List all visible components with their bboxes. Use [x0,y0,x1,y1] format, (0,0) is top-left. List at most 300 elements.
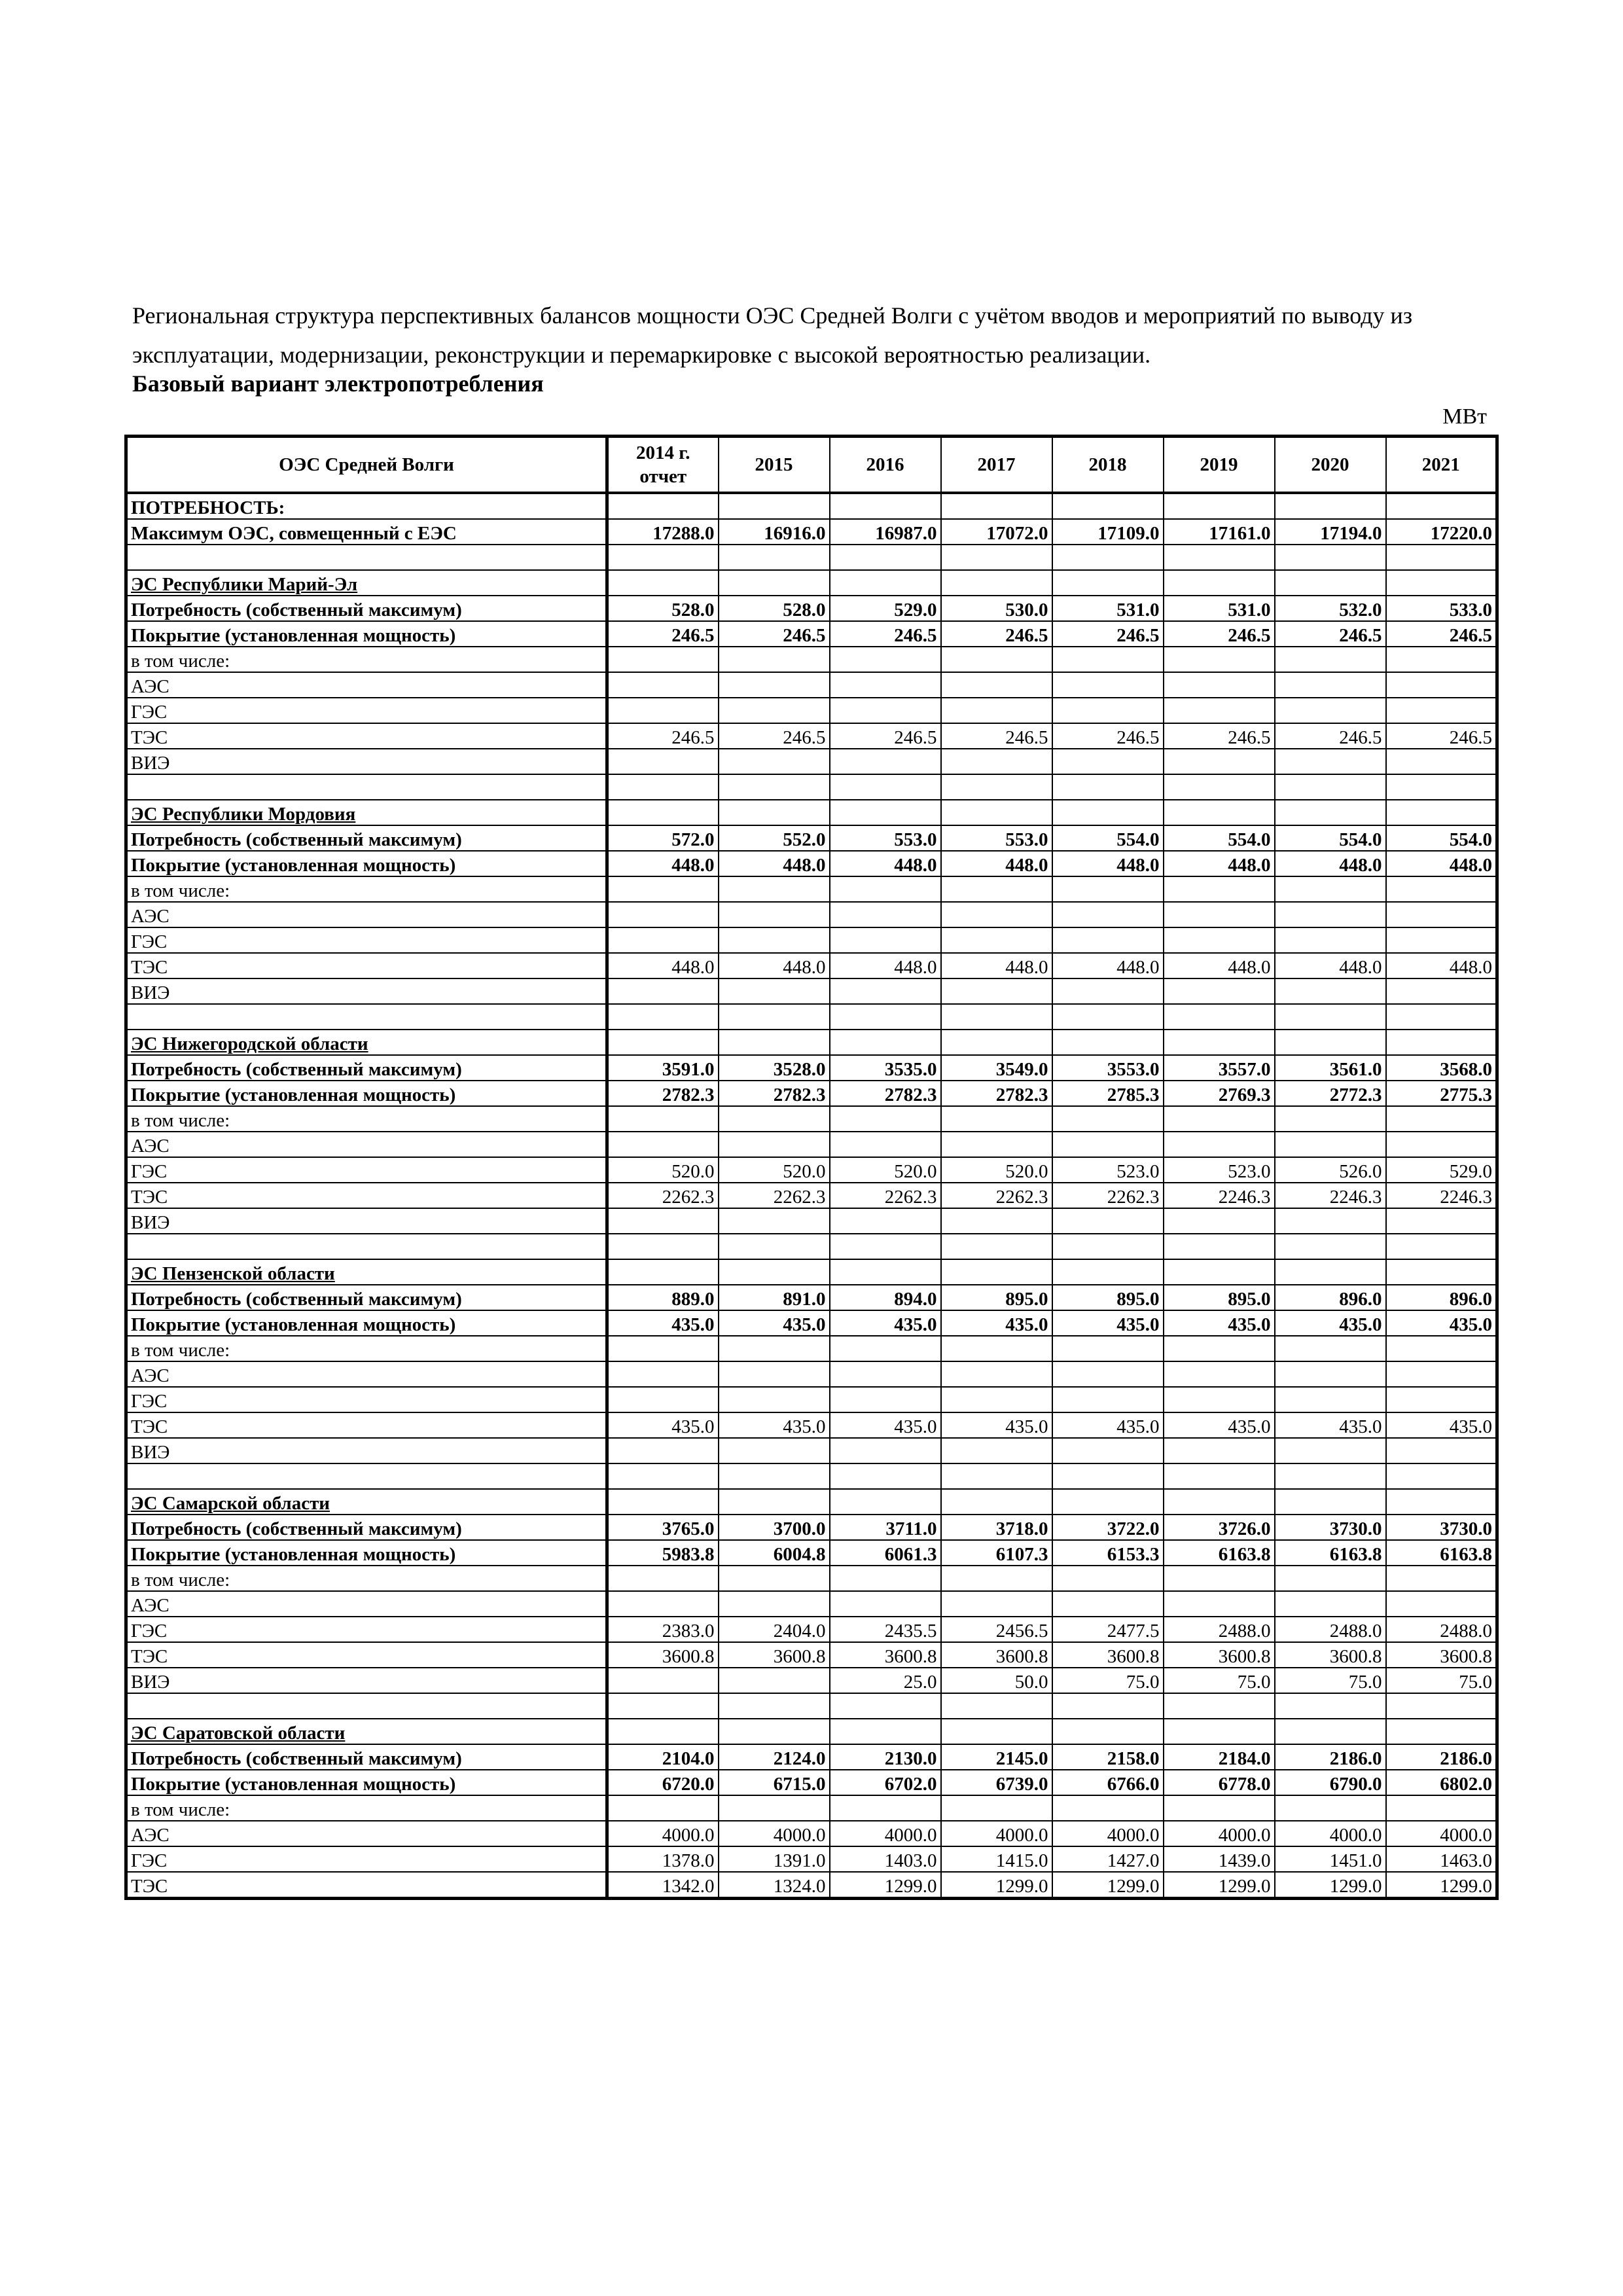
value-cell: 6790.0 [1275,1770,1386,1795]
empty-cell [719,1004,830,1030]
value-cell: 448.0 [1052,851,1164,876]
table-row [126,978,1497,1004]
row-label: Потребность (собственный максимум) [126,1055,607,1081]
empty-cell [719,800,830,825]
value-cell [1386,698,1497,723]
value-cell [719,749,830,774]
empty-cell [719,774,830,800]
value-cell: 448.0 [1164,851,1275,876]
row-label: ГЭС [126,927,607,953]
empty-cell [1275,1004,1386,1030]
value-cell: 448.0 [830,953,941,978]
blank-row [126,1693,1497,1719]
table-row [126,1081,1497,1106]
value-cell: 75.0 [1164,1668,1275,1693]
value-cell [1164,1566,1275,1591]
value-cell [830,927,941,953]
value-cell [1386,1106,1497,1132]
value-cell [1052,927,1164,953]
value-cell: 4000.0 [607,1821,719,1846]
value-cell: 1299.0 [1275,1872,1386,1899]
value-cell: 6720.0 [607,1770,719,1795]
value-cell: 2769.3 [1164,1081,1275,1106]
value-cell [830,978,941,1004]
value-cell [719,902,830,927]
value-cell [719,672,830,698]
value-cell [830,902,941,927]
empty-cell [1052,1719,1164,1744]
region-header-row [126,1489,1497,1515]
empty-cell [941,1259,1052,1285]
value-cell: 3600.8 [1275,1642,1386,1668]
value-cell: 448.0 [607,953,719,978]
value-cell: 554.0 [1164,825,1275,851]
row-label: ПОТРЕБНОСТЬ: [126,493,607,519]
row-label: Покрытие (установленная мощность) [126,621,607,647]
value-cell [1275,1795,1386,1821]
value-cell: 529.0 [1386,1157,1497,1183]
value-cell [1164,927,1275,953]
table-row [126,1591,1497,1617]
value-cell: 2477.5 [1052,1617,1164,1642]
empty-cell [1052,774,1164,800]
value-cell [1164,1336,1275,1361]
value-cell [1164,698,1275,723]
empty-cell [1275,1693,1386,1719]
value-cell: 2456.5 [941,1617,1052,1642]
empty-cell [1164,1693,1275,1719]
header-year-5: 2019 [1164,437,1275,493]
value-cell [941,1336,1052,1361]
value-cell [1052,749,1164,774]
header-year-1: 2015 [719,437,830,493]
value-cell: 553.0 [830,825,941,851]
value-cell: 532.0 [1275,596,1386,621]
value-cell: 3561.0 [1275,1055,1386,1081]
value-cell: 896.0 [1386,1285,1497,1310]
value-cell [1386,1132,1497,1157]
row-label: в том числе: [126,876,607,902]
empty-cell [830,1234,941,1259]
empty-cell [1052,1234,1164,1259]
empty-cell [126,1693,607,1719]
empty-cell [126,1004,607,1030]
row-label: Потребность (собственный максимум) [126,1285,607,1310]
value-cell [1386,1566,1497,1591]
empty-cell [126,545,607,570]
value-cell [1164,902,1275,927]
value-cell: 17194.0 [1275,519,1386,545]
row-label: ГЭС [126,1617,607,1642]
empty-cell [1164,1234,1275,1259]
value-cell [941,1438,1052,1463]
value-cell [830,698,941,723]
value-cell [607,647,719,672]
value-cell [607,902,719,927]
value-cell: 435.0 [830,1412,941,1438]
value-cell [1052,698,1164,723]
value-cell [941,698,1052,723]
row-label: ВИЭ [126,978,607,1004]
value-cell [607,1336,719,1361]
empty-cell [607,1030,719,1055]
value-cell: 448.0 [1386,953,1497,978]
value-cell [1164,1361,1275,1387]
table-row [126,902,1497,927]
header-year-4: 2018 [1052,437,1164,493]
empty-cell [830,493,941,519]
empty-cell [719,570,830,596]
value-cell: 6004.8 [719,1540,830,1566]
empty-cell [126,774,607,800]
value-cell [941,978,1052,1004]
value-cell: 1299.0 [941,1872,1052,1899]
table-row [126,1872,1497,1899]
value-cell [607,927,719,953]
value-cell: 533.0 [1386,596,1497,621]
value-cell: 50.0 [941,1668,1052,1693]
value-cell: 554.0 [1052,825,1164,851]
value-cell [941,1795,1052,1821]
value-cell: 3600.8 [941,1642,1052,1668]
value-cell: 6061.3 [830,1540,941,1566]
empty-cell [830,1489,941,1515]
empty-cell [941,545,1052,570]
row-label: ТЭС [126,1872,607,1899]
table-row [126,1438,1497,1463]
region-name: ЭС Пензенской области [126,1259,607,1285]
value-cell [1275,927,1386,953]
value-cell [941,1132,1052,1157]
empty-cell [1275,1259,1386,1285]
empty-cell [1386,1463,1497,1489]
value-cell [607,876,719,902]
value-cell [1386,1336,1497,1361]
row-label: ТЭС [126,1183,607,1208]
value-cell: 3722.0 [1052,1515,1164,1540]
value-cell: 2772.3 [1275,1081,1386,1106]
value-cell: 3549.0 [941,1055,1052,1081]
blank-row [126,774,1497,800]
value-cell [1052,1795,1164,1821]
value-cell: 553.0 [941,825,1052,851]
empty-cell [941,1489,1052,1515]
table-row [126,1106,1497,1132]
row-label: Максимум ОЭС, совмещенный с ЕЭС [126,519,607,545]
value-cell: 435.0 [1052,1412,1164,1438]
empty-cell [1164,774,1275,800]
value-cell: 1324.0 [719,1872,830,1899]
value-cell: 6778.0 [1164,1770,1275,1795]
value-cell: 2262.3 [1052,1183,1164,1208]
value-cell: 2186.0 [1275,1744,1386,1770]
empty-cell [1275,800,1386,825]
empty-cell [1052,1463,1164,1489]
value-cell [941,672,1052,698]
value-cell: 435.0 [1164,1310,1275,1336]
value-cell [607,1795,719,1821]
value-cell [830,1336,941,1361]
empty-cell [719,1693,830,1719]
value-cell [1164,672,1275,698]
value-cell [1052,1591,1164,1617]
table-row [126,1566,1497,1591]
table-row [126,953,1497,978]
value-cell: 531.0 [1164,596,1275,621]
value-cell [1275,1336,1386,1361]
empty-cell [1386,1489,1497,1515]
value-cell [1052,1132,1164,1157]
table-row [126,672,1497,698]
empty-cell [607,1234,719,1259]
empty-cell [830,774,941,800]
value-cell: 448.0 [1386,851,1497,876]
value-cell [1164,978,1275,1004]
value-cell: 246.5 [1052,621,1164,647]
value-cell: 6766.0 [1052,1770,1164,1795]
empty-cell [719,1259,830,1285]
value-cell [607,1132,719,1157]
value-cell [719,647,830,672]
value-cell: 435.0 [1275,1412,1386,1438]
table-row [126,596,1497,621]
empty-cell [1386,1693,1497,1719]
value-cell: 2130.0 [830,1744,941,1770]
value-cell: 246.5 [1275,723,1386,749]
empty-cell [719,1463,830,1489]
value-cell [1052,1336,1164,1361]
value-cell [1275,672,1386,698]
value-cell: 889.0 [607,1285,719,1310]
value-cell: 1451.0 [1275,1846,1386,1872]
value-cell [1275,978,1386,1004]
value-cell: 246.5 [719,723,830,749]
value-cell: 4000.0 [1052,1821,1164,1846]
value-cell: 17220.0 [1386,519,1497,545]
blank-row [126,1004,1497,1030]
value-cell: 3730.0 [1386,1515,1497,1540]
value-cell: 2262.3 [830,1183,941,1208]
value-cell: 1299.0 [1052,1872,1164,1899]
value-cell: 6739.0 [941,1770,1052,1795]
blank-row [126,1234,1497,1259]
row-label: ВИЭ [126,1208,607,1234]
value-cell: 520.0 [941,1157,1052,1183]
empty-cell [607,1693,719,1719]
table-row [126,1387,1497,1412]
value-cell [607,1566,719,1591]
value-cell: 3600.8 [607,1642,719,1668]
value-cell: 2404.0 [719,1617,830,1642]
region-header-row [126,800,1497,825]
value-cell [1275,876,1386,902]
value-cell [607,1591,719,1617]
value-cell: 1403.0 [830,1846,941,1872]
table-row [126,1617,1497,1642]
value-cell: 1427.0 [1052,1846,1164,1872]
empty-cell [1052,1004,1164,1030]
row-label: ГЭС [126,698,607,723]
value-cell [607,1668,719,1693]
row-label: Потребность (собственный максимум) [126,825,607,851]
value-cell: 17161.0 [1164,519,1275,545]
value-cell: 6802.0 [1386,1770,1497,1795]
value-cell: 520.0 [830,1157,941,1183]
value-cell: 526.0 [1275,1157,1386,1183]
row-label: Потребность (собственный максимум) [126,1744,607,1770]
row-label: ВИЭ [126,749,607,774]
value-cell [719,1387,830,1412]
empty-cell [1052,800,1164,825]
value-cell: 435.0 [1275,1310,1386,1336]
empty-cell [941,1030,1052,1055]
value-cell: 435.0 [719,1310,830,1336]
value-cell [941,1106,1052,1132]
value-cell: 529.0 [830,596,941,621]
table-row [126,1132,1497,1157]
table-row [126,825,1497,851]
region-header-row [126,1259,1497,1285]
header-label-cell: ОЭС Средней Волги [126,437,607,493]
row-label: в том числе: [126,1795,607,1821]
value-cell: 448.0 [719,851,830,876]
value-cell [719,1438,830,1463]
value-cell [1164,1106,1275,1132]
empty-cell [1275,1234,1386,1259]
unit-label: МВт [1442,404,1487,429]
value-cell: 2262.3 [607,1183,719,1208]
value-cell [830,1566,941,1591]
empty-cell [941,774,1052,800]
value-cell [719,927,830,953]
region-name: ЭС Республики Марий-Эл [126,570,607,596]
value-cell: 3568.0 [1386,1055,1497,1081]
value-cell: 448.0 [607,851,719,876]
value-cell: 246.5 [941,621,1052,647]
table-row [126,1412,1497,1438]
document-subtitle: Базовый вариант электропотребления [132,370,544,397]
empty-cell [1275,1489,1386,1515]
empty-cell [1275,570,1386,596]
empty-cell [1052,1259,1164,1285]
value-cell: 1391.0 [719,1846,830,1872]
value-cell: 523.0 [1164,1157,1275,1183]
empty-cell [1052,545,1164,570]
empty-cell [1275,545,1386,570]
value-cell: 4000.0 [1164,1821,1275,1846]
value-cell: 3700.0 [719,1515,830,1540]
table-row [126,749,1497,774]
empty-cell [1275,1463,1386,1489]
row-label: ГЭС [126,1846,607,1872]
empty-cell [941,800,1052,825]
empty-cell [941,1463,1052,1489]
value-cell [830,1208,941,1234]
value-cell [1386,978,1497,1004]
value-cell: 3600.8 [830,1642,941,1668]
value-cell [1052,1438,1164,1463]
value-cell [830,1387,941,1412]
value-cell: 1299.0 [1164,1872,1275,1899]
value-cell [1052,1208,1164,1234]
value-cell: 16987.0 [830,519,941,545]
row-label: АЭС [126,1821,607,1846]
empty-cell [1052,1030,1164,1055]
value-cell [719,1591,830,1617]
value-cell [1275,1387,1386,1412]
row-label: АЭС [126,1132,607,1157]
value-cell [830,1795,941,1821]
empty-cell [1386,493,1497,519]
value-cell: 435.0 [607,1310,719,1336]
value-cell: 895.0 [1052,1285,1164,1310]
empty-cell [1164,545,1275,570]
value-cell: 435.0 [1386,1310,1497,1336]
value-cell: 2488.0 [1275,1617,1386,1642]
value-cell: 1415.0 [941,1846,1052,1872]
value-cell: 1378.0 [607,1846,719,1872]
value-cell [607,1208,719,1234]
value-cell [941,1387,1052,1412]
table-row [126,876,1497,902]
value-cell: 6163.8 [1386,1540,1497,1566]
value-cell [1164,1795,1275,1821]
region-name: ЭС Нижегородской области [126,1030,607,1055]
separator-row [126,545,1497,570]
table-row [126,1770,1497,1795]
value-cell: 572.0 [607,825,719,851]
empty-cell [830,1004,941,1030]
value-cell: 448.0 [1275,953,1386,978]
value-cell [830,1591,941,1617]
value-cell: 554.0 [1386,825,1497,851]
value-cell: 2104.0 [607,1744,719,1770]
value-cell: 3765.0 [607,1515,719,1540]
value-cell: 448.0 [719,953,830,978]
empty-cell [1275,1719,1386,1744]
value-cell: 2782.3 [830,1081,941,1106]
empty-cell [830,1719,941,1744]
value-cell: 3600.8 [1052,1642,1164,1668]
value-cell: 2246.3 [1164,1183,1275,1208]
row-label: Покрытие (установленная мощность) [126,851,607,876]
empty-cell [607,570,719,596]
value-cell: 2184.0 [1164,1744,1275,1770]
empty-cell [719,1234,830,1259]
value-cell: 2186.0 [1386,1744,1497,1770]
empty-cell [1164,1030,1275,1055]
empty-cell [941,1004,1052,1030]
table-row [126,1540,1497,1566]
value-cell: 448.0 [1052,953,1164,978]
empty-cell [1052,1693,1164,1719]
table-row [126,927,1497,953]
value-cell: 246.5 [1164,723,1275,749]
value-cell: 448.0 [1164,953,1275,978]
value-cell: 552.0 [719,825,830,851]
value-cell [1386,1438,1497,1463]
empty-cell [719,493,830,519]
value-cell: 895.0 [1164,1285,1275,1310]
value-cell [719,1361,830,1387]
empty-cell [830,1030,941,1055]
empty-cell [941,1234,1052,1259]
value-cell: 520.0 [607,1157,719,1183]
value-cell: 3591.0 [607,1055,719,1081]
value-cell [1275,1438,1386,1463]
row-label: АЭС [126,672,607,698]
empty-cell [607,1489,719,1515]
